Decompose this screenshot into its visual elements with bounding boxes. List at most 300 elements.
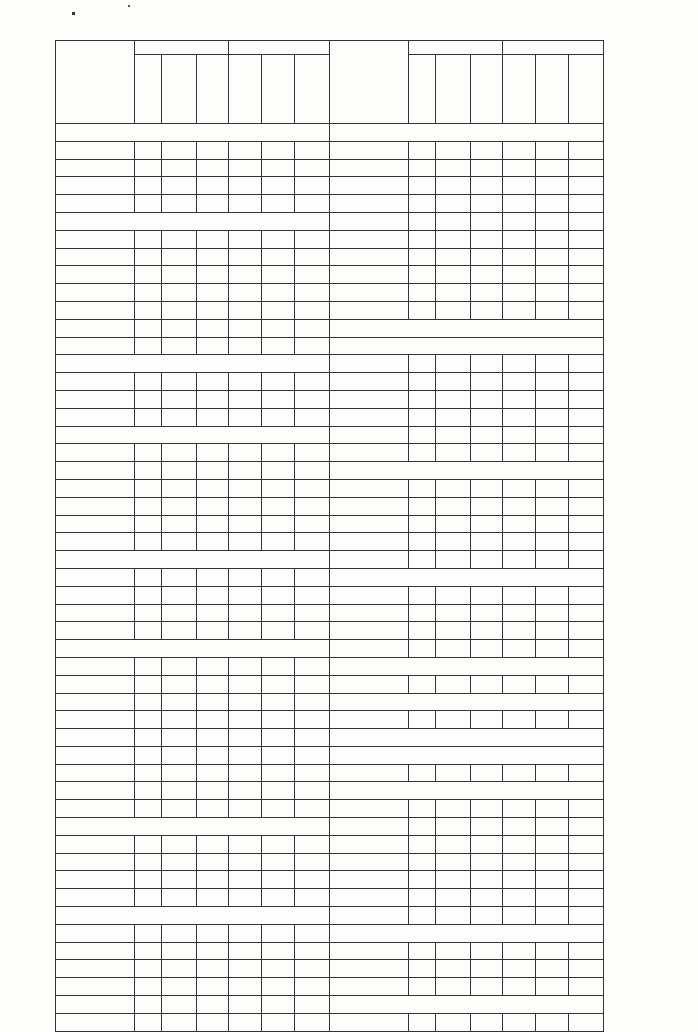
temp-min-cell xyxy=(471,622,503,640)
table-row xyxy=(56,230,604,248)
temp-max-cell xyxy=(162,889,197,907)
rain-24h-cell xyxy=(503,1013,536,1031)
temp-max-cell xyxy=(162,177,197,195)
rain-since-jan-cell xyxy=(536,711,569,729)
section-heading xyxy=(56,124,330,142)
station-name xyxy=(56,1013,135,1031)
station-name xyxy=(56,764,135,782)
temp-min-cell xyxy=(471,515,503,533)
station-name xyxy=(56,729,135,747)
temp-0930-cell xyxy=(135,782,162,800)
temp-min-cell xyxy=(471,853,503,871)
temp-max-cell xyxy=(436,284,471,302)
rain-since-jan-cell xyxy=(262,996,295,1014)
temp-max-cell xyxy=(162,746,197,764)
temp-0930-cell xyxy=(409,871,436,889)
table-row xyxy=(56,622,604,640)
right-rainfall-header xyxy=(503,41,604,55)
rain-annual-normal-cell xyxy=(569,622,604,640)
rain-24h-cell xyxy=(229,195,262,213)
station-name xyxy=(56,533,135,551)
station-name xyxy=(330,604,409,622)
rain-since-jan-cell xyxy=(536,373,569,391)
table-row xyxy=(56,960,604,978)
rain-annual-normal-cell xyxy=(569,871,604,889)
rain-since-jan-cell xyxy=(262,159,295,177)
rain-since-jan-cell xyxy=(536,497,569,515)
rain-since-jan-cell xyxy=(262,390,295,408)
rain-annual-normal-cell xyxy=(295,746,330,764)
temp-min-cell xyxy=(197,622,229,640)
temp-0930-cell xyxy=(409,195,436,213)
temp-0930-cell xyxy=(135,266,162,284)
temp-max-cell xyxy=(162,319,197,337)
rain-24h-cell xyxy=(503,177,536,195)
temp-0930-cell xyxy=(409,711,436,729)
temp-min-cell xyxy=(471,978,503,996)
station-name xyxy=(330,212,409,230)
right-temperature-header xyxy=(409,41,503,55)
temp-0930-cell xyxy=(135,657,162,675)
rain-since-jan-cell xyxy=(536,248,569,266)
rain-24h-cell xyxy=(229,746,262,764)
rain-since-jan-cell xyxy=(262,871,295,889)
rain-since-jan-cell xyxy=(262,800,295,818)
table-row xyxy=(56,675,604,693)
rain-annual-normal-cell xyxy=(569,818,604,836)
temp-0930-cell xyxy=(135,462,162,480)
temp-0930-cell xyxy=(135,978,162,996)
rain-since-jan-cell xyxy=(262,248,295,266)
station-name xyxy=(56,978,135,996)
temp-max-cell xyxy=(162,284,197,302)
rain-annual-normal-cell xyxy=(569,444,604,462)
temp-max-cell xyxy=(436,800,471,818)
rain-annual-normal-cell xyxy=(569,177,604,195)
temp-min-cell xyxy=(197,978,229,996)
table-row xyxy=(56,604,604,622)
rain-annual-normal-cell xyxy=(295,230,330,248)
station-name xyxy=(56,408,135,426)
table-row xyxy=(56,764,604,782)
station-name xyxy=(56,711,135,729)
temp-max-cell xyxy=(162,675,197,693)
rain-24h-cell xyxy=(229,889,262,907)
rain-annual-normal-cell xyxy=(569,889,604,907)
section-heading xyxy=(330,924,604,942)
rain-annual-normal-cell xyxy=(295,444,330,462)
station-name xyxy=(56,248,135,266)
temp-min-cell xyxy=(471,604,503,622)
temp-0930-cell xyxy=(135,711,162,729)
temp-0930-cell xyxy=(409,533,436,551)
right-region-header xyxy=(330,41,409,124)
rain-24h-cell xyxy=(503,586,536,604)
right-empty-cell xyxy=(330,319,604,337)
temp-max-cell xyxy=(162,462,197,480)
table-row xyxy=(56,462,604,480)
temp-0930-cell xyxy=(135,408,162,426)
temp-max-cell xyxy=(436,835,471,853)
header-row-groups xyxy=(56,41,604,55)
temp-0930-cell xyxy=(135,889,162,907)
rain-since-jan-cell xyxy=(262,853,295,871)
temp-0930-cell xyxy=(135,1013,162,1031)
rain-since-jan-cell xyxy=(536,978,569,996)
rain-annual-normal-cell xyxy=(295,889,330,907)
temp-min-cell xyxy=(197,390,229,408)
rain-since-jan-cell xyxy=(262,942,295,960)
rain-24h-cell xyxy=(229,800,262,818)
rain-since-jan-cell xyxy=(262,319,295,337)
rain-24h-cell xyxy=(229,230,262,248)
temp-min-cell xyxy=(471,444,503,462)
table-row xyxy=(56,978,604,996)
station-name xyxy=(330,408,409,426)
temp-0930-cell xyxy=(409,301,436,319)
temp-max-cell xyxy=(162,764,197,782)
temp-0930-cell xyxy=(409,640,436,658)
section-heading xyxy=(56,907,330,925)
rain-annual-normal-cell xyxy=(295,871,330,889)
temp-min-cell xyxy=(471,355,503,373)
rain-24h-cell xyxy=(229,177,262,195)
rain-24h-cell xyxy=(229,159,262,177)
rain-annual-normal-cell xyxy=(295,622,330,640)
rain-since-jan-cell xyxy=(262,924,295,942)
rain-24h-cell xyxy=(229,711,262,729)
temp-0930-cell xyxy=(409,479,436,497)
station-name xyxy=(56,479,135,497)
temp-0930-cell xyxy=(409,942,436,960)
temp-0930-cell xyxy=(409,444,436,462)
rain-annual-normal-cell xyxy=(295,800,330,818)
temp-0930-cell xyxy=(135,337,162,355)
temp-0930-cell xyxy=(409,907,436,925)
left-region-header xyxy=(56,41,135,124)
left-col-header xyxy=(262,55,295,124)
station-name xyxy=(330,1013,409,1031)
rain-since-jan-cell xyxy=(262,1013,295,1031)
temp-max-cell xyxy=(162,497,197,515)
temp-0930-cell xyxy=(135,195,162,213)
temp-min-cell xyxy=(197,141,229,159)
rain-annual-normal-cell xyxy=(569,853,604,871)
rain-since-jan-cell xyxy=(262,141,295,159)
rain-since-jan-cell xyxy=(262,230,295,248)
temp-min-cell xyxy=(471,871,503,889)
temp-min-cell xyxy=(197,319,229,337)
temp-min-cell xyxy=(197,604,229,622)
temp-min-cell xyxy=(197,159,229,177)
temp-0930-cell xyxy=(135,568,162,586)
rain-annual-normal-cell xyxy=(295,497,330,515)
rain-since-jan-cell xyxy=(536,515,569,533)
section-heading xyxy=(56,818,330,836)
table-row xyxy=(56,942,604,960)
rain-since-jan-cell xyxy=(262,444,295,462)
rain-annual-normal-cell xyxy=(569,266,604,284)
rain-since-jan-cell xyxy=(536,586,569,604)
rain-annual-normal-cell xyxy=(569,978,604,996)
station-name xyxy=(56,800,135,818)
temp-max-cell xyxy=(162,622,197,640)
station-name xyxy=(330,711,409,729)
rain-since-jan-cell xyxy=(536,907,569,925)
temp-min-cell xyxy=(197,444,229,462)
rain-24h-cell xyxy=(503,266,536,284)
table-row xyxy=(56,711,604,729)
rain-annual-normal-cell xyxy=(295,764,330,782)
rain-24h-cell xyxy=(503,871,536,889)
rain-annual-normal-cell xyxy=(295,479,330,497)
temp-max-cell xyxy=(162,301,197,319)
rain-annual-normal-cell xyxy=(295,942,330,960)
rain-annual-normal-cell xyxy=(295,266,330,284)
rain-annual-normal-cell xyxy=(569,212,604,230)
temp-min-cell xyxy=(471,942,503,960)
temp-max-cell xyxy=(436,515,471,533)
section-heading xyxy=(330,996,604,1014)
table-row xyxy=(56,1013,604,1031)
rain-24h-cell xyxy=(503,408,536,426)
temp-min-cell xyxy=(471,390,503,408)
temp-min-cell xyxy=(471,159,503,177)
temp-0930-cell xyxy=(135,604,162,622)
rain-annual-normal-cell xyxy=(569,284,604,302)
temp-0930-cell xyxy=(135,586,162,604)
rain-annual-normal-cell xyxy=(569,942,604,960)
temp-max-cell xyxy=(162,942,197,960)
scan-speck xyxy=(72,12,75,15)
rain-since-jan-cell xyxy=(262,301,295,319)
temp-min-cell xyxy=(197,177,229,195)
temp-min-cell xyxy=(197,515,229,533)
rain-since-jan-cell xyxy=(262,835,295,853)
station-name xyxy=(56,159,135,177)
rain-annual-normal-cell xyxy=(569,835,604,853)
temp-max-cell xyxy=(436,159,471,177)
station-name xyxy=(56,230,135,248)
table-row xyxy=(56,640,604,658)
station-name xyxy=(330,497,409,515)
temp-min-cell xyxy=(471,426,503,444)
temp-max-cell xyxy=(436,818,471,836)
rain-24h-cell xyxy=(503,764,536,782)
rain-annual-normal-cell xyxy=(295,568,330,586)
rain-since-jan-cell xyxy=(262,604,295,622)
station-name xyxy=(330,551,409,569)
rain-since-jan-cell xyxy=(536,640,569,658)
temp-min-cell xyxy=(471,266,503,284)
rain-24h-cell xyxy=(503,355,536,373)
temp-0930-cell xyxy=(409,159,436,177)
temp-0930-cell xyxy=(135,693,162,711)
temp-min-cell xyxy=(471,248,503,266)
temp-0930-cell xyxy=(409,835,436,853)
table-row xyxy=(56,390,604,408)
rain-since-jan-cell xyxy=(262,889,295,907)
rain-annual-normal-cell xyxy=(295,373,330,391)
rain-annual-normal-cell xyxy=(295,729,330,747)
temp-max-cell xyxy=(436,212,471,230)
station-name xyxy=(56,782,135,800)
temp-min-cell xyxy=(471,141,503,159)
table-row xyxy=(56,871,604,889)
rain-24h-cell xyxy=(503,711,536,729)
rain-24h-cell xyxy=(229,408,262,426)
rain-annual-normal-cell xyxy=(569,960,604,978)
rain-annual-normal-cell xyxy=(295,978,330,996)
rain-since-jan-cell xyxy=(262,177,295,195)
temp-min-cell xyxy=(197,337,229,355)
rain-since-jan-cell xyxy=(536,800,569,818)
temp-0930-cell xyxy=(409,212,436,230)
station-name xyxy=(330,800,409,818)
station-name xyxy=(56,746,135,764)
right-col-header xyxy=(569,55,604,124)
rain-annual-normal-cell xyxy=(295,693,330,711)
station-name xyxy=(330,640,409,658)
table-row xyxy=(56,373,604,391)
temp-min-cell xyxy=(197,746,229,764)
temp-min-cell xyxy=(197,889,229,907)
table-row xyxy=(56,835,604,853)
temp-0930-cell xyxy=(409,266,436,284)
section-heading xyxy=(56,355,330,373)
temp-max-cell xyxy=(436,889,471,907)
rain-annual-normal-cell xyxy=(295,390,330,408)
temp-0930-cell xyxy=(135,319,162,337)
temp-min-cell xyxy=(197,266,229,284)
temp-max-cell xyxy=(162,729,197,747)
rain-annual-normal-cell xyxy=(569,248,604,266)
table-row xyxy=(56,212,604,230)
temp-max-cell xyxy=(162,568,197,586)
temp-min-cell xyxy=(197,479,229,497)
table-row xyxy=(56,533,604,551)
rain-annual-normal-cell xyxy=(569,390,604,408)
temp-min-cell xyxy=(197,711,229,729)
right-empty-cell xyxy=(330,657,604,675)
right-col-header xyxy=(536,55,569,124)
temp-0930-cell xyxy=(135,996,162,1014)
rain-annual-normal-cell xyxy=(295,159,330,177)
temp-max-cell xyxy=(162,408,197,426)
station-name xyxy=(330,248,409,266)
rain-24h-cell xyxy=(229,248,262,266)
temp-min-cell xyxy=(471,408,503,426)
rain-24h-cell xyxy=(503,444,536,462)
station-name xyxy=(56,693,135,711)
temp-min-cell xyxy=(471,195,503,213)
section-heading xyxy=(56,212,330,230)
rain-annual-normal-cell xyxy=(569,373,604,391)
temp-max-cell xyxy=(436,266,471,284)
temp-min-cell xyxy=(197,533,229,551)
rain-since-jan-cell xyxy=(536,195,569,213)
temp-min-cell xyxy=(197,462,229,480)
temp-min-cell xyxy=(471,551,503,569)
rain-annual-normal-cell xyxy=(295,141,330,159)
temp-max-cell xyxy=(436,141,471,159)
station-name xyxy=(330,515,409,533)
table-row xyxy=(56,195,604,213)
station-name xyxy=(56,675,135,693)
rain-since-jan-cell xyxy=(262,497,295,515)
temp-max-cell xyxy=(436,764,471,782)
table-row xyxy=(56,907,604,925)
right-col-header xyxy=(409,55,436,124)
temp-min-cell xyxy=(197,729,229,747)
temp-max-cell xyxy=(436,479,471,497)
temp-0930-cell xyxy=(135,853,162,871)
station-name xyxy=(56,195,135,213)
rain-since-jan-cell xyxy=(536,266,569,284)
table-row xyxy=(56,996,604,1014)
rain-annual-normal-cell xyxy=(569,159,604,177)
temp-min-cell xyxy=(197,248,229,266)
rain-since-jan-cell xyxy=(262,337,295,355)
rain-annual-normal-cell xyxy=(295,319,330,337)
section-heading xyxy=(56,426,330,444)
rain-annual-normal-cell xyxy=(295,960,330,978)
temp-min-cell xyxy=(471,230,503,248)
rain-since-jan-cell xyxy=(262,568,295,586)
temp-0930-cell xyxy=(135,159,162,177)
rain-since-jan-cell xyxy=(536,284,569,302)
temp-max-cell xyxy=(162,871,197,889)
temp-0930-cell xyxy=(409,248,436,266)
temp-min-cell xyxy=(197,195,229,213)
station-name xyxy=(56,960,135,978)
rain-24h-cell xyxy=(229,141,262,159)
rain-24h-cell xyxy=(229,978,262,996)
rain-since-jan-cell xyxy=(262,266,295,284)
rain-annual-normal-cell xyxy=(295,515,330,533)
temp-min-cell xyxy=(197,924,229,942)
temp-min-cell xyxy=(471,284,503,302)
temp-max-cell xyxy=(162,373,197,391)
section-heading xyxy=(330,568,604,586)
temp-0930-cell xyxy=(409,889,436,907)
rain-annual-normal-cell xyxy=(569,230,604,248)
temp-min-cell xyxy=(471,835,503,853)
rain-since-jan-cell xyxy=(262,746,295,764)
temp-min-cell xyxy=(471,960,503,978)
rain-since-jan-cell xyxy=(262,693,295,711)
station-name xyxy=(330,373,409,391)
table-row xyxy=(56,337,604,355)
rain-24h-cell xyxy=(229,479,262,497)
rain-annual-normal-cell xyxy=(295,248,330,266)
temp-max-cell xyxy=(436,444,471,462)
rain-since-jan-cell xyxy=(262,284,295,302)
station-name xyxy=(56,301,135,319)
temp-0930-cell xyxy=(409,604,436,622)
rain-24h-cell xyxy=(229,853,262,871)
section-heading xyxy=(330,782,604,800)
temp-0930-cell xyxy=(135,515,162,533)
rain-annual-normal-cell xyxy=(569,141,604,159)
rain-since-jan-cell xyxy=(262,479,295,497)
station-name xyxy=(56,444,135,462)
rain-24h-cell xyxy=(229,533,262,551)
temp-max-cell xyxy=(436,640,471,658)
rain-annual-normal-cell xyxy=(295,711,330,729)
rain-annual-normal-cell xyxy=(295,996,330,1014)
table-row xyxy=(56,551,604,569)
